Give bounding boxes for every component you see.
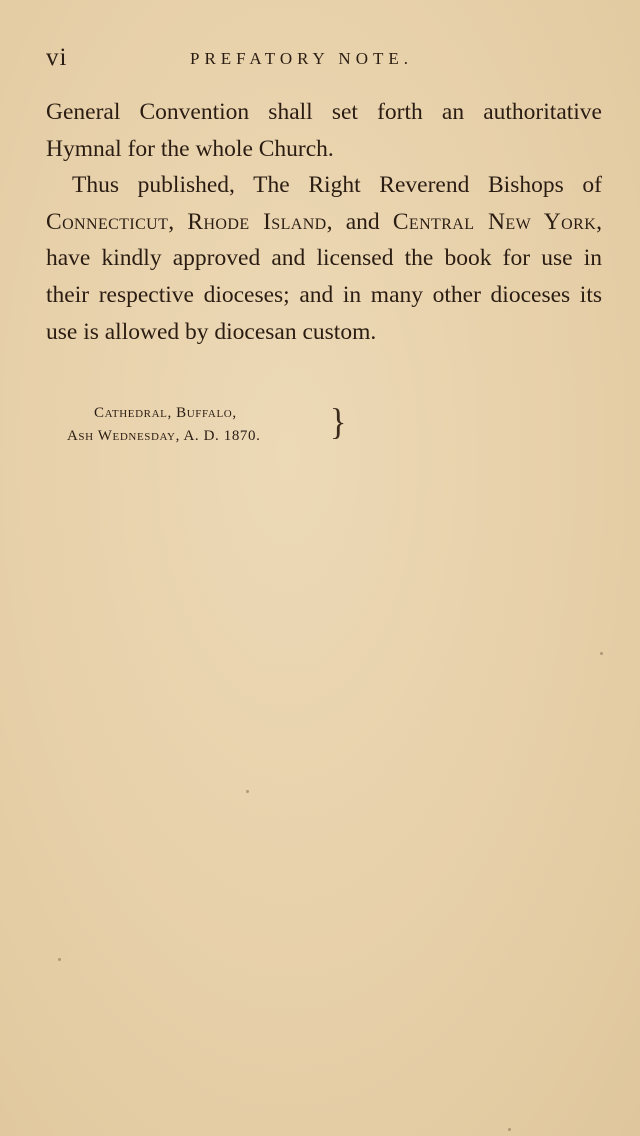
diocese-central-new-york: Central New York	[392, 208, 597, 235]
paragraph-2	[46, 167, 602, 350]
diocese-rhode-island: Rhode Island	[187, 208, 327, 235]
page-number: vi	[46, 44, 68, 71]
page-header	[46, 44, 600, 74]
p2-text-4: , have kindly approved and licensed the book for use in their respective dioceses; and in many other dioceses its use is allowed by diocesan custom.	[46, 208, 603, 345]
paper-speck	[600, 652, 603, 655]
running-title: PREFATORY NOTE.	[190, 49, 413, 68]
paper-speck	[246, 790, 249, 793]
signature-date: Ash Wednesday, A. D. 1870.	[67, 428, 261, 444]
signature-block	[60, 402, 330, 448]
diocese-connecticut: Connecticut	[46, 208, 169, 235]
paper-speck	[58, 958, 61, 961]
paper-speck	[508, 1128, 511, 1131]
p2-text-2: ,	[168, 208, 188, 235]
body-text	[46, 94, 602, 350]
p2-text-3: , and	[326, 208, 393, 235]
signature-place: Cathedral, Buffalo,	[94, 405, 237, 421]
p2-text-1: Thus published, The Right Reverend Bishops of	[72, 172, 602, 199]
signature-brace: }	[330, 402, 347, 443]
paragraph-1: General Convention shall set forth an authoritative Hymnal for the whole Church.	[46, 99, 602, 162]
